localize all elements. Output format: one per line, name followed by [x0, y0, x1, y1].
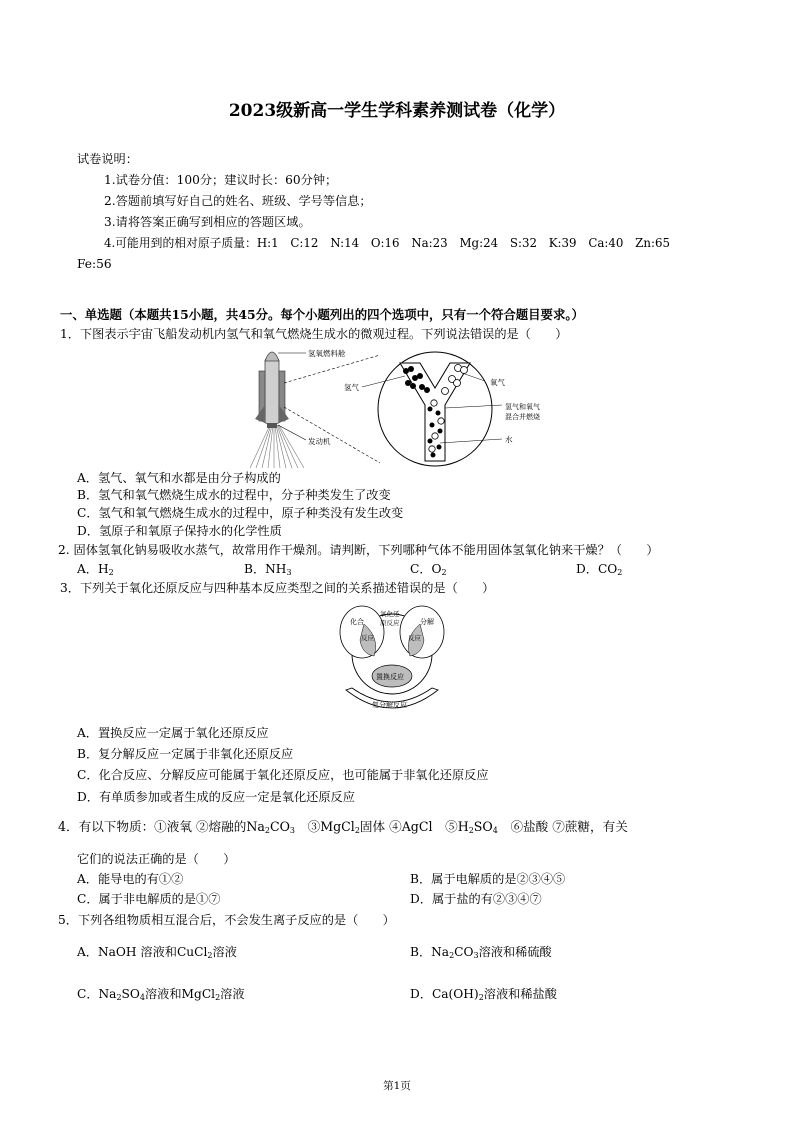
instruction-item: 4.可能用到的相对原子质量：H:1 C:12 N:14 O:16 Na:23 Mg:24 S:32 K:39 Ca:40 Zn:65 — [104, 236, 670, 250]
label-right-inner: 反应 — [408, 634, 421, 642]
option-d: D．属于盐的有②③④⑦ — [410, 892, 542, 906]
label-oxygen: 氧气 — [490, 378, 505, 387]
option-d: D．$Ca(OH)_2$溶液和稀盐酸 — [410, 987, 557, 1002]
label-hydrogen: 氢气 — [344, 383, 359, 392]
label-engine: 发动机 — [308, 437, 331, 446]
label-redox-1: 氧化还 — [380, 610, 400, 618]
option-b: B．复分解反应一定属于非氧化还原反应 — [77, 747, 294, 761]
label-mix-2: 混合并燃烧 — [505, 413, 540, 421]
question-stem: 4．有以下物质：①液氧 ②熔融的$Na_2CO_3$ ③MgCl$_2$固体 ④AgCl $⑤H_2SO_4$ ⑥盐酸 ⑦蔗糖，有关 — [58, 819, 628, 835]
label-replacement: 置换反应 — [376, 673, 404, 681]
option-c: C．$Na_2SO_4$溶液和MgCl$_2$溶液 — [77, 987, 245, 1002]
question-stem: 1．下图表示宇宙飞船发动机内氢气和氧气燃烧生成水的微观过程。下列说法错误的是（ ） — [60, 327, 568, 341]
option-b: B．氢气和氧气燃烧生成水的过程中，分子种类发生了改变 — [77, 488, 391, 502]
question-stem: 3．下列关于氧化还原反应与四种基本反应类型之间的关系描述错误的是（ ） — [60, 581, 495, 595]
label-left-inner: 反应 — [361, 634, 374, 642]
label-double-decomposition: 复分解反应 — [372, 701, 407, 709]
option-a: A．NaOH 溶液和CuCl$_2$溶液 — [77, 945, 237, 960]
option-b: B．$NH_3$ — [244, 562, 292, 577]
question-stem-continuation: 它们的说法正确的是（ ） — [77, 852, 236, 866]
instruction-continuation: Fe:56 — [77, 257, 112, 271]
instructions-heading: 试卷说明： — [77, 152, 138, 166]
label-mix-1: 氢气和氧气 — [505, 403, 540, 411]
label-redox-2: 原反应 — [380, 619, 400, 627]
q1-figure — [240, 343, 570, 470]
page-number: 第1页 — [383, 1080, 411, 1092]
instruction-item: 1.试卷分值：100分；建议时长：60分钟； — [104, 173, 338, 187]
option-a: A．氢气、氧气和水都是由分子构成的 — [77, 471, 281, 485]
option-c: C．属于非电解质的是①⑦ — [77, 892, 221, 906]
option-a: A．$H_2$ — [77, 562, 114, 577]
option-c: C．氢气和氧气燃烧生成水的过程中，原子种类没有发生改变 — [77, 506, 404, 520]
option-b: B．$Na_2CO_3$溶液和稀硫酸 — [410, 945, 552, 960]
label-combination: 化合 — [350, 618, 364, 626]
instruction-item: 3.请将答案正确写到相应的答题区域。 — [104, 215, 311, 229]
option-b: B．属于电解质的是②③④⑤ — [410, 872, 566, 886]
label-fuel-tank: 氢氧燃料舱 — [308, 349, 346, 358]
option-d: D．有单质参加或者生成的反应一定是氧化还原反应 — [77, 790, 355, 804]
section-heading: 一、单选题（本题共15小题，共45分。每个小题列出的四个选项中，只有一个符合题目要求。） — [60, 307, 584, 322]
option-a: A．能导电的有①② — [77, 872, 184, 886]
option-c: C．化合反应、分解反应可能属于氧化还原反应，也可能属于非氧化还原反应 — [77, 768, 489, 782]
option-a: A．置换反应一定属于氧化还原反应 — [77, 726, 269, 740]
label-water: 水 — [505, 435, 513, 444]
q3-figure — [332, 604, 452, 712]
label-right-oval: 分解 — [420, 618, 434, 626]
page-title: 2023级新高一学生学科素养测试卷（化学） — [228, 101, 566, 121]
option-d: D．氢原子和氧原子保持水的化学性质 — [77, 524, 282, 538]
instruction-item: 2.答题前填写好自己的姓名、班级、学号等信息； — [104, 194, 372, 208]
option-d: D．$CO_2$ — [576, 562, 623, 577]
option-c: C．$O_2$ — [410, 562, 447, 577]
question-stem: 2. 固体氢氧化钠易吸收水蒸气，故常用作干燥剂。请判断，下列哪种气体不能用固体氢氧化钠来干燥？（ ） — [58, 543, 659, 557]
question-stem: 5．下列各组物质相互混合后，不会发生离子反应的是（ ） — [58, 913, 395, 927]
